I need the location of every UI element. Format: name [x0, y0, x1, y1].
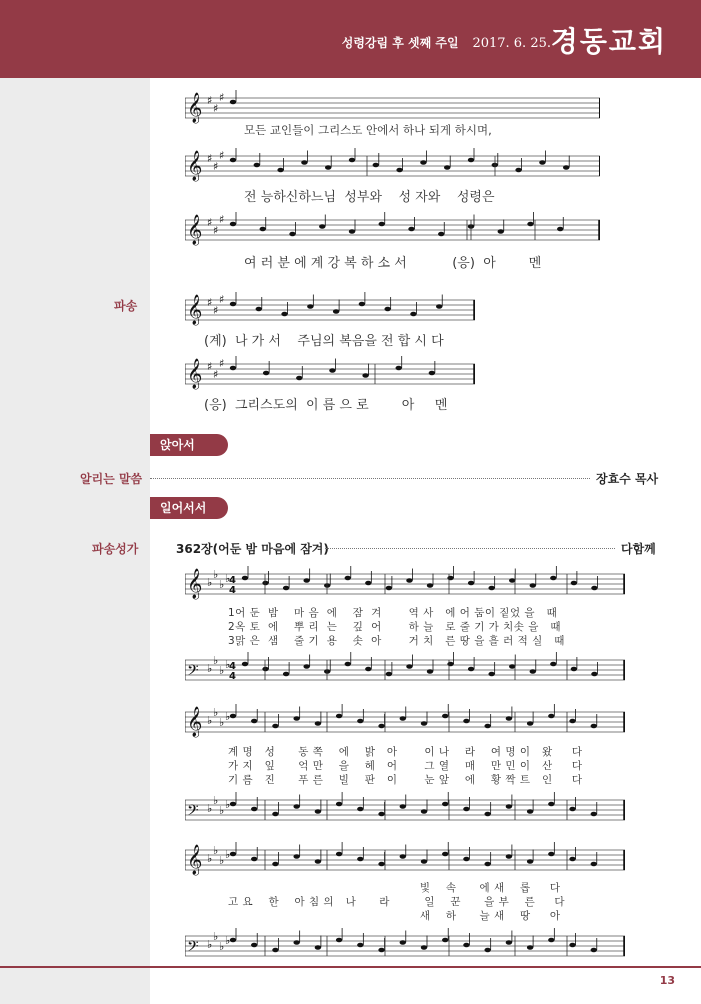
note-head — [571, 581, 577, 586]
treble-clef-icon: 𝄞 — [187, 151, 203, 181]
note-head — [438, 232, 444, 237]
note-head — [362, 373, 368, 378]
hymn-treble-staff-3 — [185, 842, 625, 882]
flat-icon: ♭ — [213, 844, 219, 857]
note-head — [373, 163, 379, 168]
flat-icon: ♭ — [225, 934, 231, 947]
note-head — [557, 227, 563, 232]
note-head — [527, 721, 533, 726]
note-head — [242, 576, 248, 581]
note-head — [357, 807, 363, 812]
note-head — [591, 586, 597, 591]
note-head — [230, 100, 236, 105]
sharp-icon: ♯ — [219, 213, 225, 226]
flat-icon: ♭ — [207, 802, 213, 815]
sharp-icon: ♯ — [219, 357, 225, 370]
note-head — [386, 672, 392, 677]
treble-clef-icon: 𝄞 — [187, 295, 203, 325]
hymn-verse-1-line-2: 2옥 토 에 뿌 리 는 깊 어 하 늘 로 줄 기 가 치솟 을 때 — [228, 621, 562, 633]
sharp-icon: ♯ — [207, 94, 213, 107]
note-head — [272, 724, 278, 729]
note-head — [345, 662, 351, 667]
note-head — [283, 672, 289, 677]
treble-clef-icon: 𝄞 — [187, 215, 203, 245]
announcements-label: 알리는 말씀 — [80, 472, 143, 486]
note-head — [571, 667, 577, 672]
note-head — [254, 163, 260, 168]
note-head — [359, 302, 365, 307]
note-head — [365, 667, 371, 672]
hymn-bass-staff-3 — [185, 928, 625, 968]
flat-icon: ♭ — [219, 716, 225, 729]
note-head — [569, 807, 575, 812]
note-head — [463, 807, 469, 812]
sharp-icon: ♯ — [219, 91, 225, 104]
note-head — [548, 938, 554, 943]
time-signature-top: 4 — [229, 661, 236, 672]
flat-icon: ♭ — [219, 664, 225, 677]
note-head — [336, 852, 342, 857]
note-head — [421, 945, 427, 950]
note-head — [379, 222, 385, 227]
hymn-verse-1-line-1: 1어 둔 밤 마 음 에 잠 겨 역 사 에 어 둠이 짙었 을 때 — [228, 607, 558, 619]
note-head — [442, 852, 448, 857]
hymn-leader — [325, 548, 615, 549]
note-head — [289, 232, 295, 237]
hymn-verse-3-line-3: 새 하 늘 새 땅 아 — [228, 910, 561, 922]
note-head — [506, 804, 512, 809]
sit-section-tab: 앉아서 — [150, 434, 228, 456]
note-head — [386, 586, 392, 591]
hymn-verse-1-line-3: 3맑 은 샘 줄 기 용 솟 아 거 치 른 땅 을 흘 러 적 실 때 — [228, 635, 565, 647]
note-head — [506, 716, 512, 721]
flat-icon: ♭ — [213, 930, 219, 943]
note-head — [447, 662, 453, 667]
note-head — [230, 366, 236, 371]
sharp-icon: ♯ — [207, 296, 213, 309]
flat-icon: ♭ — [225, 658, 231, 671]
note-head — [230, 802, 236, 807]
note-head — [506, 940, 512, 945]
sharp-icon: ♯ — [213, 160, 219, 173]
flat-icon: ♭ — [207, 662, 213, 675]
note-head — [251, 857, 257, 862]
hymn-verse-2-line-2: 가 지 잎 억 만 을 헤 어 그 열 매 만 민 이 산 다 — [228, 760, 583, 772]
note-head — [251, 807, 257, 812]
hymn-treble-staff-2 — [185, 704, 625, 744]
note-head — [251, 943, 257, 948]
note-head — [293, 940, 299, 945]
note-head — [468, 581, 474, 586]
note-head — [301, 160, 307, 165]
note-head — [429, 371, 435, 376]
sharp-icon: ♯ — [207, 360, 213, 373]
note-head — [378, 948, 384, 953]
sharp-icon: ♯ — [213, 102, 219, 115]
note-head — [468, 158, 474, 163]
note-head — [396, 366, 402, 371]
note-head — [400, 854, 406, 859]
dismissal-lyric-2: (응) 그리스도의 이 름 으 로 아 멘 — [204, 398, 448, 413]
note-head — [336, 714, 342, 719]
time-signature-bottom: 4 — [229, 585, 236, 596]
note-head — [400, 804, 406, 809]
note-head — [315, 859, 321, 864]
note-head — [307, 304, 313, 309]
flat-icon: ♭ — [213, 654, 219, 667]
note-head — [408, 227, 414, 232]
note-head — [427, 669, 433, 674]
note-head — [293, 716, 299, 721]
treble-clef-icon: 𝄞 — [187, 707, 203, 737]
note-head — [263, 371, 269, 376]
hymn-verse-3-line-2: 고 요 한 아 침 의 나 라 일 꾼 을 부 른 다 — [228, 896, 566, 908]
note-head — [591, 948, 597, 953]
note-head — [550, 576, 556, 581]
note-head — [272, 812, 278, 817]
stand-section-tab: 일어서서 — [150, 497, 228, 519]
note-head — [272, 948, 278, 953]
note-head — [548, 852, 554, 857]
note-head — [262, 667, 268, 672]
note-head — [591, 862, 597, 867]
dismissal-lyric-1: (계) 나 가 서 주님의 복음을 전 합 시 다 — [204, 334, 444, 349]
flat-icon: ♭ — [225, 710, 231, 723]
note-head — [357, 857, 363, 862]
note-head — [345, 576, 351, 581]
note-head — [357, 943, 363, 948]
note-head — [251, 719, 257, 724]
note-head — [333, 309, 339, 314]
note-head — [230, 714, 236, 719]
church-logo: 경동교회 — [550, 25, 667, 58]
note-head — [349, 158, 355, 163]
note-head — [527, 945, 533, 950]
note-head — [463, 857, 469, 862]
flat-icon: ♭ — [207, 938, 213, 951]
footer-rule — [0, 966, 701, 968]
note-head — [230, 158, 236, 163]
sharp-icon: ♯ — [207, 216, 213, 229]
week-label: 성령강림 후 셋째 주일 — [341, 36, 459, 50]
note-head — [293, 804, 299, 809]
announcements-leader — [150, 478, 590, 479]
flat-icon: ♭ — [225, 798, 231, 811]
flat-icon: ♭ — [213, 568, 219, 581]
note-head — [484, 862, 490, 867]
note-head — [296, 376, 302, 381]
time-signature-top: 4 — [229, 575, 236, 586]
note-head — [530, 583, 536, 588]
note-head — [262, 581, 268, 586]
note-head — [277, 168, 283, 173]
flat-icon: ♭ — [219, 854, 225, 867]
note-head — [315, 945, 321, 950]
flat-icon: ♭ — [207, 714, 213, 727]
note-head — [444, 165, 450, 170]
note-head — [329, 368, 335, 373]
note-head — [498, 229, 504, 234]
note-head — [230, 222, 236, 227]
treble-clef-icon: 𝄞 — [187, 359, 203, 389]
note-head — [315, 809, 321, 814]
note-head — [400, 716, 406, 721]
hymn-verse-3-line-1: 빛 속 에 새 롭 다 — [228, 882, 561, 894]
note-head — [242, 662, 248, 667]
note-head — [436, 304, 442, 309]
hymn-verse-2-line-1: 계 명 성 동 쪽 에 밝 아 이 나 라 여 명 이 왔 다 — [228, 746, 583, 758]
note-head — [591, 724, 597, 729]
blessing-lyric-1: 모든 교인들이 그리스도 안에서 하나 되게 하시며, — [244, 123, 492, 137]
bass-clef-icon: 𝄢 — [187, 938, 199, 959]
note-head — [293, 854, 299, 859]
note-head — [336, 938, 342, 943]
note-head — [463, 943, 469, 948]
treble-clef-icon: 𝄞 — [187, 845, 203, 875]
hymn-title: 362장(어둔 밤 마음에 잠겨) — [176, 542, 329, 556]
time-signature-bottom: 4 — [229, 671, 236, 682]
staff-blessing-2 — [185, 148, 600, 188]
staff-dismissal-2 — [185, 356, 475, 396]
sending-hymn-label: 파송성가 — [92, 542, 139, 556]
note-head — [384, 307, 390, 312]
note-head — [530, 669, 536, 674]
sharp-icon: ♯ — [213, 368, 219, 381]
note-head — [349, 229, 355, 234]
treble-clef-icon: 𝄞 — [187, 93, 203, 123]
note-head — [400, 940, 406, 945]
note-head — [484, 812, 490, 817]
sharp-icon: ♯ — [213, 224, 219, 237]
note-head — [463, 719, 469, 724]
flat-icon: ♭ — [207, 576, 213, 589]
sharp-icon: ♯ — [219, 293, 225, 306]
sharp-icon: ♯ — [213, 304, 219, 317]
note-head — [509, 664, 515, 669]
note-head — [272, 862, 278, 867]
note-head — [484, 724, 490, 729]
hymn-bass-staff-2 — [185, 792, 625, 832]
note-head — [421, 809, 427, 814]
note-head — [230, 302, 236, 307]
note-head — [488, 672, 494, 677]
note-head — [406, 664, 412, 669]
note-head — [563, 165, 569, 170]
staff-dismissal-1 — [185, 292, 475, 332]
note-head — [468, 667, 474, 672]
note-head — [509, 578, 515, 583]
service-date: 2017. 6. 25. — [472, 36, 551, 51]
note-head — [420, 160, 426, 165]
note-head — [406, 578, 412, 583]
note-head — [365, 581, 371, 586]
flat-icon: ♭ — [225, 848, 231, 861]
note-head — [378, 862, 384, 867]
sharp-icon: ♯ — [207, 152, 213, 165]
note-head — [488, 586, 494, 591]
dismissal-label: 파송 — [114, 299, 138, 313]
note-head — [410, 312, 416, 317]
header-date-line — [342, 34, 551, 51]
note-head — [421, 859, 427, 864]
announcements-speaker: 장효수 목사 — [596, 472, 659, 486]
note-head — [548, 714, 554, 719]
note-head — [506, 854, 512, 859]
bass-clef-icon: 𝄢 — [187, 802, 199, 823]
note-head — [569, 943, 575, 948]
blessing-lyric-2: 전 능하신하느님 성부와 성 자와 성령은 — [244, 190, 495, 205]
note-head — [336, 802, 342, 807]
blessing-lyric-3: 여 러 분 에 계 강 복 하 소 서 (응) 아 멘 — [244, 256, 542, 271]
note-head — [569, 719, 575, 724]
hymn-treble-staff-1 — [185, 566, 625, 606]
note-head — [550, 662, 556, 667]
note-head — [591, 812, 597, 817]
flat-icon: ♭ — [219, 578, 225, 591]
note-head — [447, 576, 453, 581]
note-head — [484, 948, 490, 953]
note-head — [230, 852, 236, 857]
hymn-bass-staff-1 — [185, 652, 625, 692]
flat-icon: ♭ — [219, 940, 225, 953]
note-head — [527, 222, 533, 227]
note-head — [256, 307, 262, 312]
flat-icon: ♭ — [207, 852, 213, 865]
note-head — [515, 168, 521, 173]
note-head — [378, 812, 384, 817]
note-head — [569, 857, 575, 862]
note-head — [442, 714, 448, 719]
note-head — [319, 224, 325, 229]
note-head — [303, 664, 309, 669]
note-head — [315, 721, 321, 726]
staff-blessing-3 — [185, 212, 600, 252]
note-head — [378, 724, 384, 729]
flat-icon: ♭ — [213, 794, 219, 807]
page-number: 13 — [659, 974, 675, 987]
note-head — [260, 227, 266, 232]
note-head — [427, 583, 433, 588]
hymn-verse-2-line-3: 기 름 진 푸 른 빌 판 이 눈 앞 에 황 짝 트 인 다 — [228, 774, 583, 786]
bass-clef-icon: 𝄢 — [187, 662, 199, 683]
note-head — [421, 721, 427, 726]
note-head — [527, 809, 533, 814]
page-header — [0, 0, 701, 78]
note-head — [442, 938, 448, 943]
note-head — [283, 586, 289, 591]
note-head — [230, 938, 236, 943]
flat-icon: ♭ — [219, 804, 225, 817]
note-head — [442, 802, 448, 807]
note-head — [591, 672, 597, 677]
note-head — [325, 165, 331, 170]
left-column-background — [0, 0, 150, 1004]
note-head — [527, 859, 533, 864]
flat-icon: ♭ — [225, 572, 231, 585]
note-head — [357, 719, 363, 724]
hymn-performer: 다함께 — [621, 542, 656, 556]
note-head — [548, 802, 554, 807]
flat-icon: ♭ — [213, 706, 219, 719]
sharp-icon: ♯ — [219, 149, 225, 162]
note-head — [396, 168, 402, 173]
treble-clef-icon: 𝄞 — [187, 569, 203, 599]
note-head — [303, 578, 309, 583]
note-head — [281, 312, 287, 317]
note-head — [539, 160, 545, 165]
